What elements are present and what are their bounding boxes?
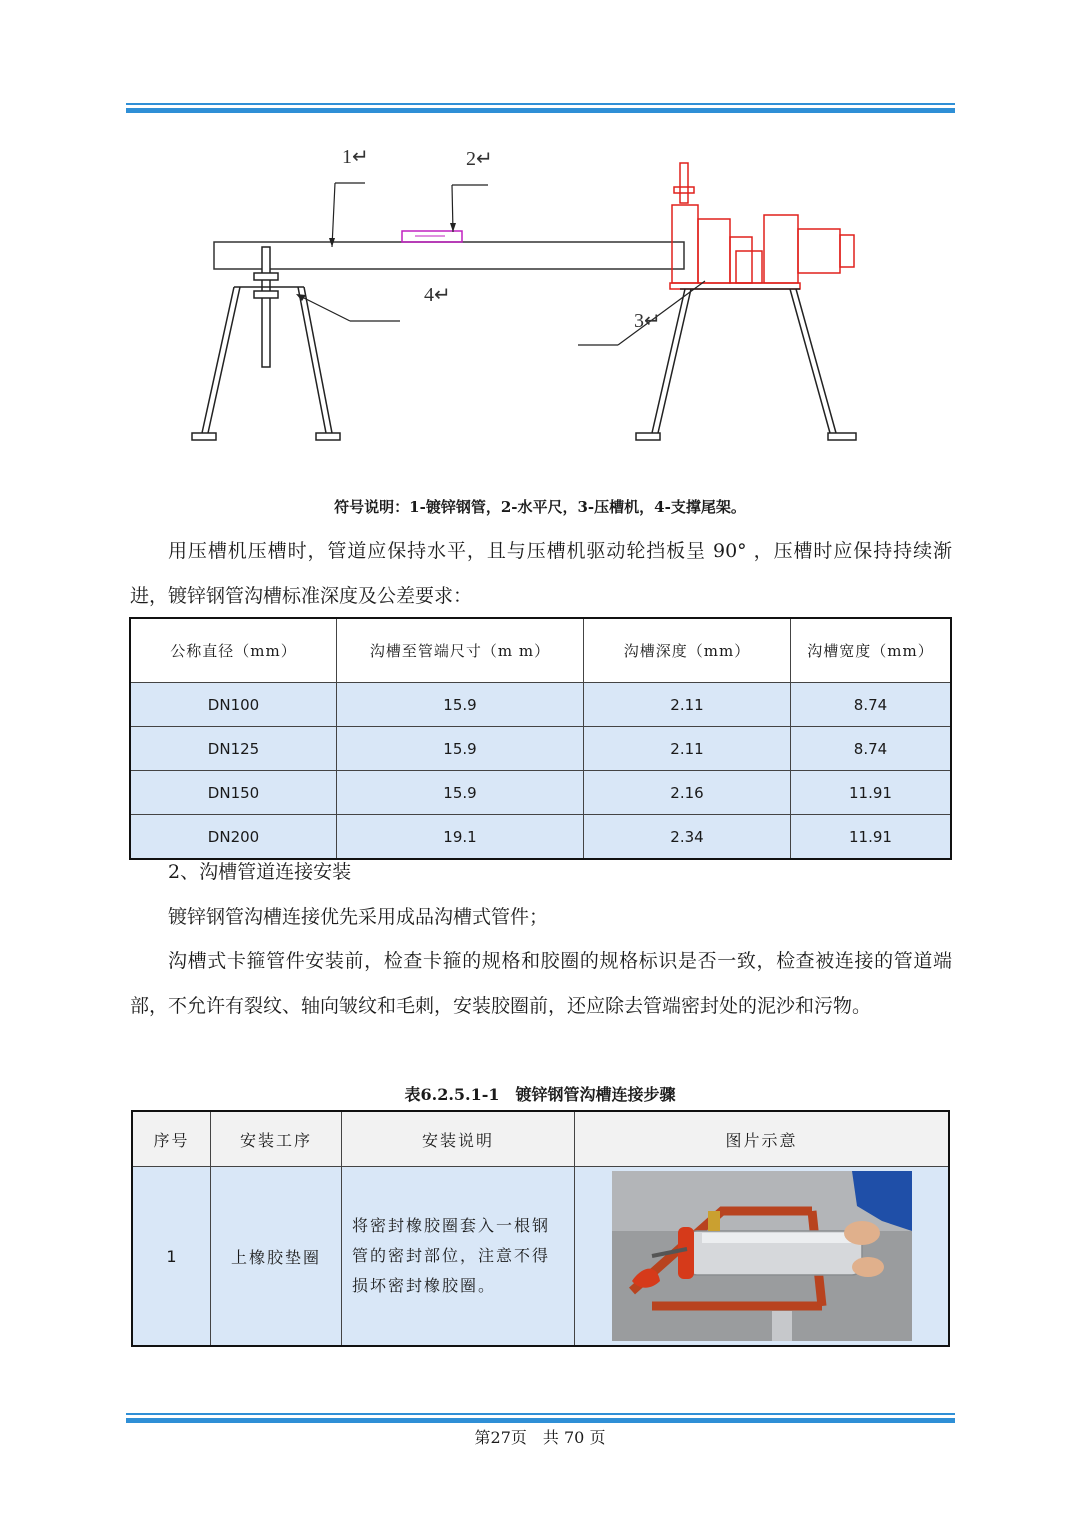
header-no: 序号 bbox=[132, 1111, 211, 1167]
paragraph-fittings: 镀锌钢管沟槽连接优先采用成品沟槽式管件； bbox=[168, 906, 549, 928]
cell-groove-to-end: 15.9 bbox=[337, 683, 584, 727]
cell-depth: 2.11 bbox=[584, 683, 791, 727]
cell-depth: 2.34 bbox=[584, 815, 791, 860]
cell-diameter: DN200 bbox=[130, 815, 337, 860]
cell-depth: 2.16 bbox=[584, 771, 791, 815]
table-row bbox=[132, 1167, 949, 1347]
table-row bbox=[130, 771, 951, 815]
cell-step-name: 上橡胶垫圈 bbox=[211, 1167, 342, 1347]
cell-step-desc: 将密封橡胶圈套入一根钢管的密封部位，注意不得损坏密封橡胶圈。 bbox=[342, 1167, 575, 1347]
cell-width: 8.74 bbox=[791, 727, 952, 771]
header-groove-to-end: 沟槽至管端尺寸（m m） bbox=[337, 618, 584, 683]
table-header-row bbox=[130, 618, 951, 683]
support-stand bbox=[192, 247, 340, 440]
footer-rule bbox=[126, 1413, 955, 1423]
table-row bbox=[130, 727, 951, 771]
section-heading: 2、沟槽管道连接安装 bbox=[168, 861, 352, 883]
groove-spec-table bbox=[129, 617, 952, 860]
cell-step-no: 1 bbox=[132, 1167, 211, 1347]
table-row bbox=[130, 683, 951, 727]
grooving-machine-diagram bbox=[180, 135, 880, 465]
figure-caption: 符号说明：1-镀锌钢管，2-水平尺，3-压槽机，4-支撑尾架。 bbox=[334, 498, 746, 516]
header-nominal-diameter: 公称直径（mm） bbox=[130, 618, 337, 683]
header-groove-width: 沟槽宽度（mm） bbox=[791, 618, 952, 683]
grooving-machine bbox=[670, 163, 854, 289]
cell-width: 11.91 bbox=[791, 771, 952, 815]
header-rule bbox=[126, 103, 955, 113]
cell-depth: 2.11 bbox=[584, 727, 791, 771]
page-number: 第27页 共 70 页 bbox=[474, 1428, 606, 1447]
cell-diameter: DN100 bbox=[130, 683, 337, 727]
cell-groove-to-end: 15.9 bbox=[337, 771, 584, 815]
galvanized-pipe bbox=[214, 242, 684, 269]
header-photo: 图片示意 bbox=[575, 1111, 950, 1167]
header-groove-depth: 沟槽深度（mm） bbox=[584, 618, 791, 683]
cell-diameter: DN150 bbox=[130, 771, 337, 815]
callout-2: 2↵ bbox=[466, 148, 493, 170]
header-step: 安装工序 bbox=[211, 1111, 342, 1167]
connection-steps-table bbox=[131, 1110, 950, 1347]
cell-diameter: DN125 bbox=[130, 727, 337, 771]
callout-1: 1↵ bbox=[342, 146, 369, 168]
steps-table-caption: 表6.2.5.1-1 镀锌钢管沟槽连接步骤 bbox=[404, 1085, 676, 1104]
gasket-installation-photo bbox=[612, 1171, 912, 1341]
machine-stand bbox=[636, 289, 856, 440]
paragraph-inspection: 沟槽式卡箍管件安装前，检查卡箍的规格和胶圈的规格标识是否一致，检查被连接的管道端部，不允许有裂纹、轴向皱纹和毛刺，安装胶圈前，还应除去管端密封处的泥沙和污物。 bbox=[130, 950, 952, 1017]
cell-width: 11.91 bbox=[791, 815, 952, 860]
table-header-row bbox=[132, 1111, 949, 1167]
callout-3: 3↵ bbox=[634, 310, 661, 332]
callout-4: 4↵ bbox=[424, 284, 451, 306]
header-desc: 安装说明 bbox=[342, 1111, 575, 1167]
cell-step-photo bbox=[575, 1167, 950, 1347]
cell-width: 8.74 bbox=[791, 683, 952, 727]
cell-groove-to-end: 19.1 bbox=[337, 815, 584, 860]
cell-groove-to-end: 15.9 bbox=[337, 727, 584, 771]
paragraph-groove-pressing: 用压槽机压槽时，管道应保持水平，且与压槽机驱动轮挡板呈 90° ，压槽时应保持持续渐进，镀锌钢管沟槽标准深度及公差要求： bbox=[130, 540, 952, 607]
